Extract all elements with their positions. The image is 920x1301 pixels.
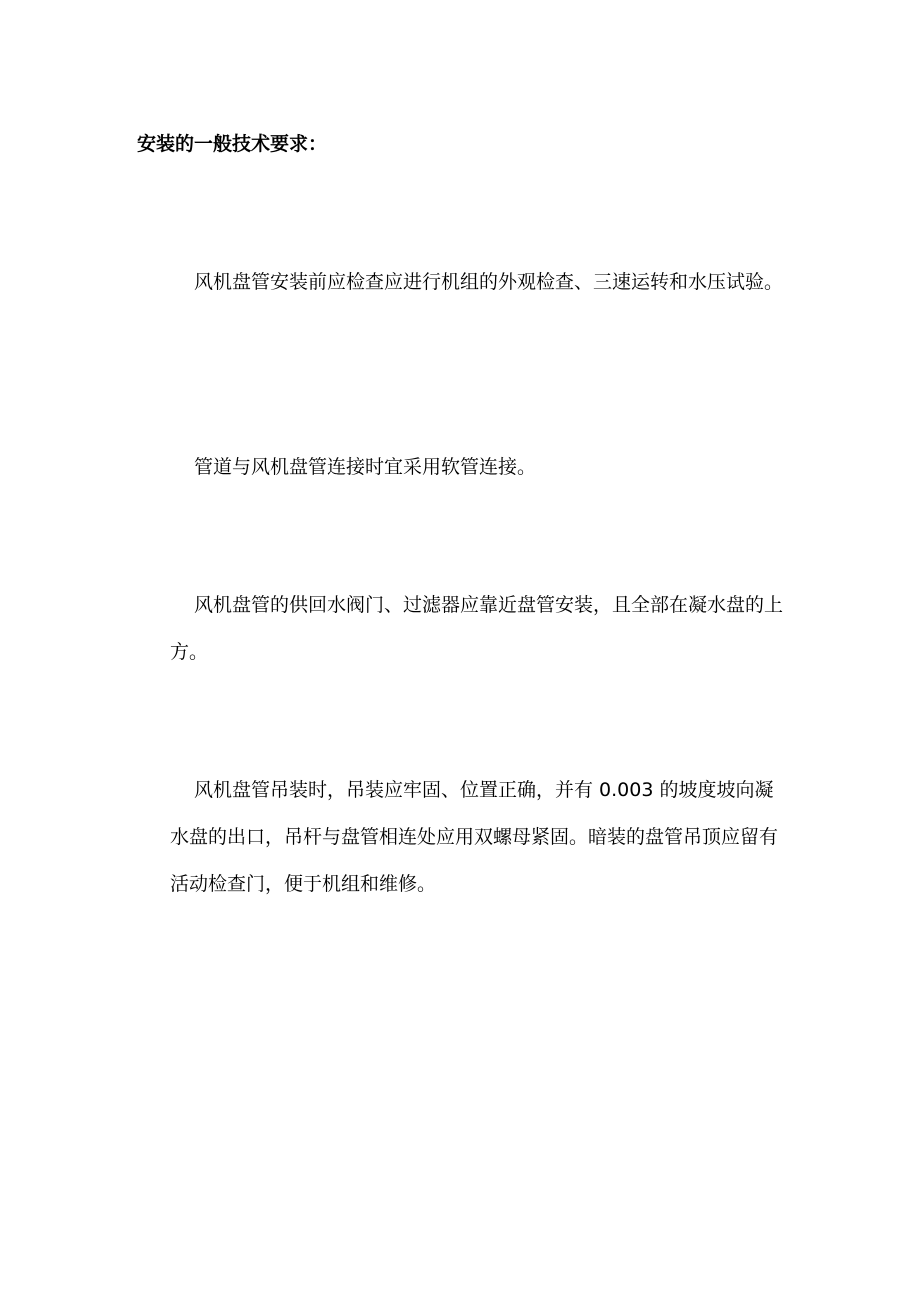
paragraph-inspection: 风机盘管安装前应检查应进行机组的外观检查、三速运转和水压试验。 [194,271,784,293]
section-heading: 安装的一般技术要求： [137,133,328,155]
paragraph-valves: 风机盘管的供回水阀门、过滤器应靠近盘管安装，且全部在凝水盘的上方。 [170,594,784,663]
paragraph-pipe-connection: 管道与风机盘管连接时宜采用软管连接。 [194,456,537,478]
paragraph-hanging: 风机盘管吊装时，吊装应牢固、位置正确，并有 0.003 的坡度坡向凝水盘的出口，吊杆与盘管相连处应用双螺母紧固。暗装的盘管吊顶应留有活动检查门，便于机组和维修。 [170,779,779,895]
